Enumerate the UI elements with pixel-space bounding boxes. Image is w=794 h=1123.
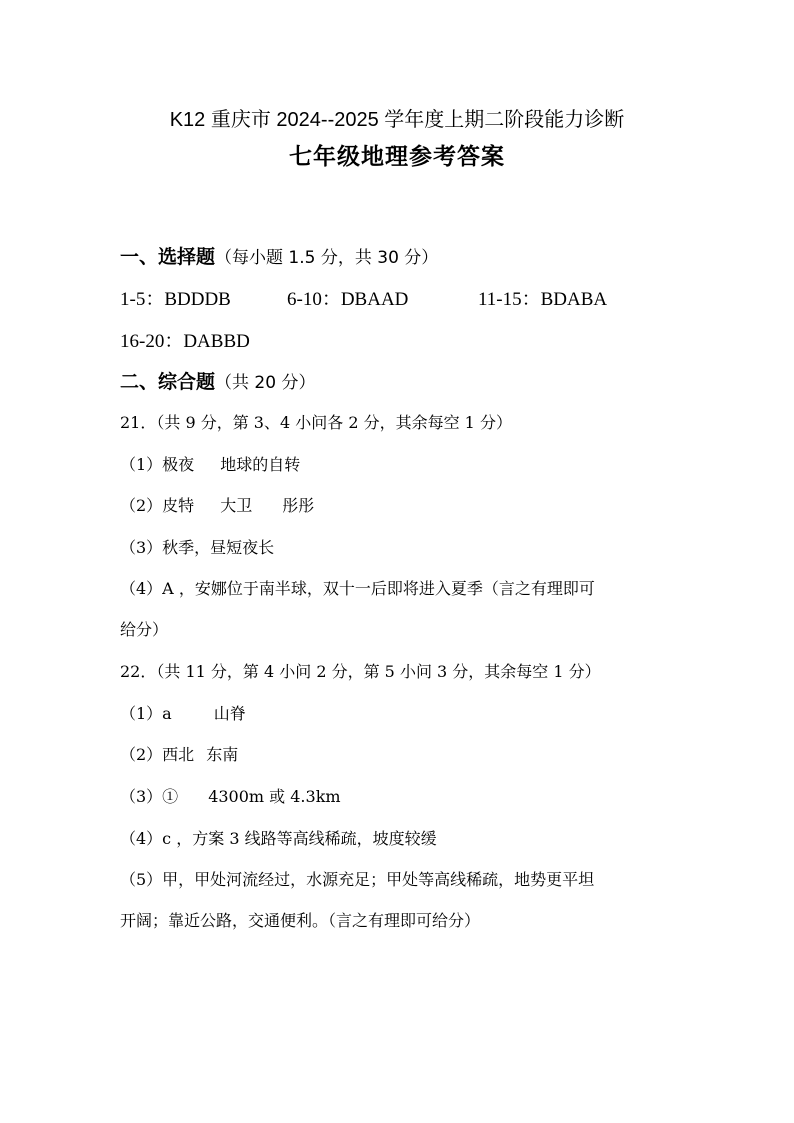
q22-answer-2-b: 东南: [206, 745, 239, 764]
choice-answer-group: 6-10：DBAAD: [287, 289, 409, 310]
q21-answer-1-b: 地球的自转: [220, 455, 301, 474]
q22-answer-1-a: （1）a: [120, 704, 172, 723]
q22-answer-3: [120, 784, 341, 807]
q21-answer-2-a: （2）皮特: [120, 496, 195, 515]
q21-answer-1: [120, 452, 300, 475]
q21-title: 21．（共 9 分，第 3、4 小问各 2 分，其余每空 1 分）: [120, 413, 512, 432]
q22-answer-3-b: 4300m 或 4.3km: [208, 787, 341, 806]
section-choice-header: [120, 242, 438, 269]
q22-answer-4: （4）c ，方案 3 线路等高线稀疏，坡度较缓: [120, 829, 437, 848]
document-subtitle: 七年级地理参考答案: [289, 144, 505, 170]
section-comprehensive-title: 二、综合题: [120, 371, 216, 393]
choice-answer-group: 1-5：BDDDB: [120, 289, 231, 310]
choice-answer-group: 16-20：DABBD: [120, 331, 250, 352]
section-comprehensive-header: [120, 367, 315, 394]
section-comprehensive-note: （共 20 分）: [215, 373, 316, 393]
q21-answer-2-c: 彤彤: [282, 496, 315, 515]
q22-answer-2-a: （2）西北: [120, 745, 195, 764]
q21-answer-4-line-2: 给分）: [120, 620, 169, 639]
q21-answer-2: [120, 493, 314, 516]
document-title: K12 重庆市 2024--2025 学年度上期二阶段能力诊断: [169, 109, 625, 131]
choice-answer-group: 11-15：BDABA: [478, 289, 608, 310]
q22-answer-1-b: 山脊: [213, 704, 246, 723]
choice-answers-row-1: [120, 284, 680, 308]
q22-answer-1: [120, 701, 246, 724]
q22-answer-2: [120, 742, 238, 765]
section-choice-title: 一、选择题: [120, 246, 216, 268]
q21-answer-4-line-1: （4）A ，安娜位于南半球，双十一后即将进入夏季（言之有理即可: [120, 579, 595, 598]
q22-title: 22．（共 11 分，第 4 小问 2 分，第 5 小问 3 分，其余每空 1 分）: [120, 662, 601, 681]
q22-answer-5-line-1: （5）甲，甲处河流经过，水源充足；甲处等高线稀疏，地势更平坦: [120, 870, 595, 889]
section-choice-note: （每小题 1.5 分，共 30 分）: [215, 248, 439, 268]
q22-answer-3-a: （3）①: [120, 787, 179, 806]
q21-answer-3: （3）秋季，昼短夜长: [120, 538, 275, 557]
q21-answer-1-a: （1）极夜: [120, 455, 195, 474]
q21-answer-2-b: 大卫: [220, 496, 253, 515]
q22-answer-5-line-2: 开阔；靠近公路，交通便利。（言之有理即可给分）: [120, 911, 481, 930]
choice-answers-row-2: [120, 326, 250, 353]
